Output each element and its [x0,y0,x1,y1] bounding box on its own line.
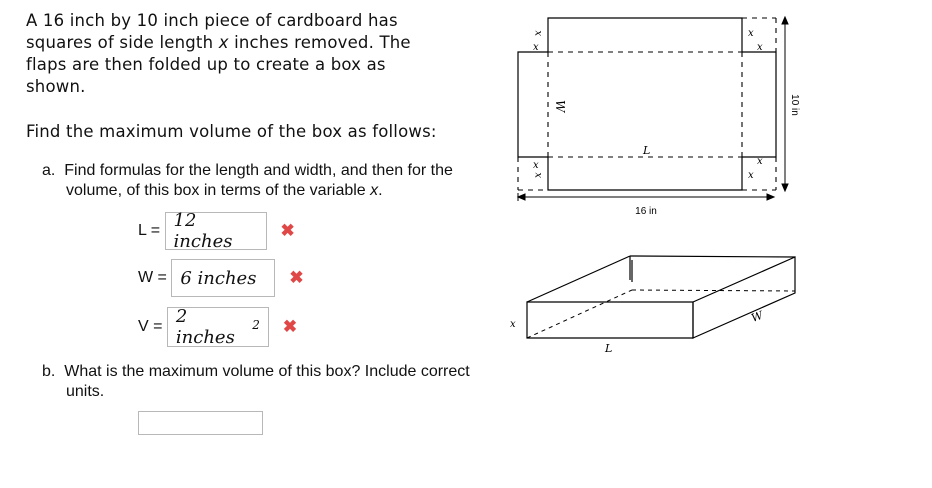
net-x-label: x [757,156,763,167]
net-x-label: x [748,170,754,181]
variable-x: x [370,182,379,199]
variable-x: x [218,33,229,52]
width-answer-value: 6 inches [180,267,257,289]
box-x-label: x [510,319,516,330]
net-w-label: W [553,100,567,113]
incorrect-x-icon: ✖ [280,221,295,240]
volume-exponent: 2 [252,318,260,332]
width-dimension-label: 16 in [635,206,657,217]
part-a-marker: a. [42,162,56,179]
intro-line: flaps are then folded up to create a box as [26,55,386,74]
width-answer-row [138,259,304,297]
incorrect-x-icon: ✖ [289,268,304,287]
net-x-label: x [533,160,539,171]
length-answer-field[interactable] [165,212,267,250]
height-dimension-label: 10 in [789,94,800,116]
volume-answer-row [138,307,297,347]
part-b-text: What is the maximum volume of this box? Include correct units. [64,363,470,400]
part-b-question [42,362,482,402]
problem-intro [26,10,486,98]
box-w-label: W [749,308,765,325]
width-label: W = [138,269,172,286]
net-x-label: x [533,42,539,53]
find-instruction: Find the maximum volume of the box as follows: [26,122,437,141]
intro-text: squares of side length [26,33,219,52]
part-a-body [42,161,482,201]
part-b-marker: b. [42,363,56,380]
net-x-label: x [748,28,754,39]
width-answer-field[interactable] [171,259,275,297]
part-b-body [42,362,482,402]
box-l-label: L [605,342,613,355]
part-a-text: Find formulas for the length and width, and then for the volume, of this box in terms of the variable [64,162,453,199]
net-l-label: L [643,144,651,157]
length-label: L = [138,222,165,239]
volume-answer-value: 2 inches [175,306,235,348]
part-a-end: . [378,182,383,199]
incorrect-x-icon: ✖ [282,317,298,336]
max-volume-input[interactable] [138,411,263,435]
net-x-label: x [533,172,544,178]
length-answer-value: 12 inches [173,210,233,252]
intro-text: inches removed. The [228,33,411,52]
intro-line [26,32,486,54]
intro-line: shown. [26,77,86,96]
net-x-label: x [757,42,763,53]
open-box-diagram [500,248,805,358]
volume-label: V = [138,318,167,335]
length-answer-row [138,212,295,250]
net-x-label: x [533,30,544,36]
cardboard-net-diagram [505,8,805,218]
intro-line: A 16 inch by 10 inch piece of cardboard has [26,11,398,30]
part-a-question [42,161,482,201]
volume-answer-field[interactable] [167,307,269,347]
